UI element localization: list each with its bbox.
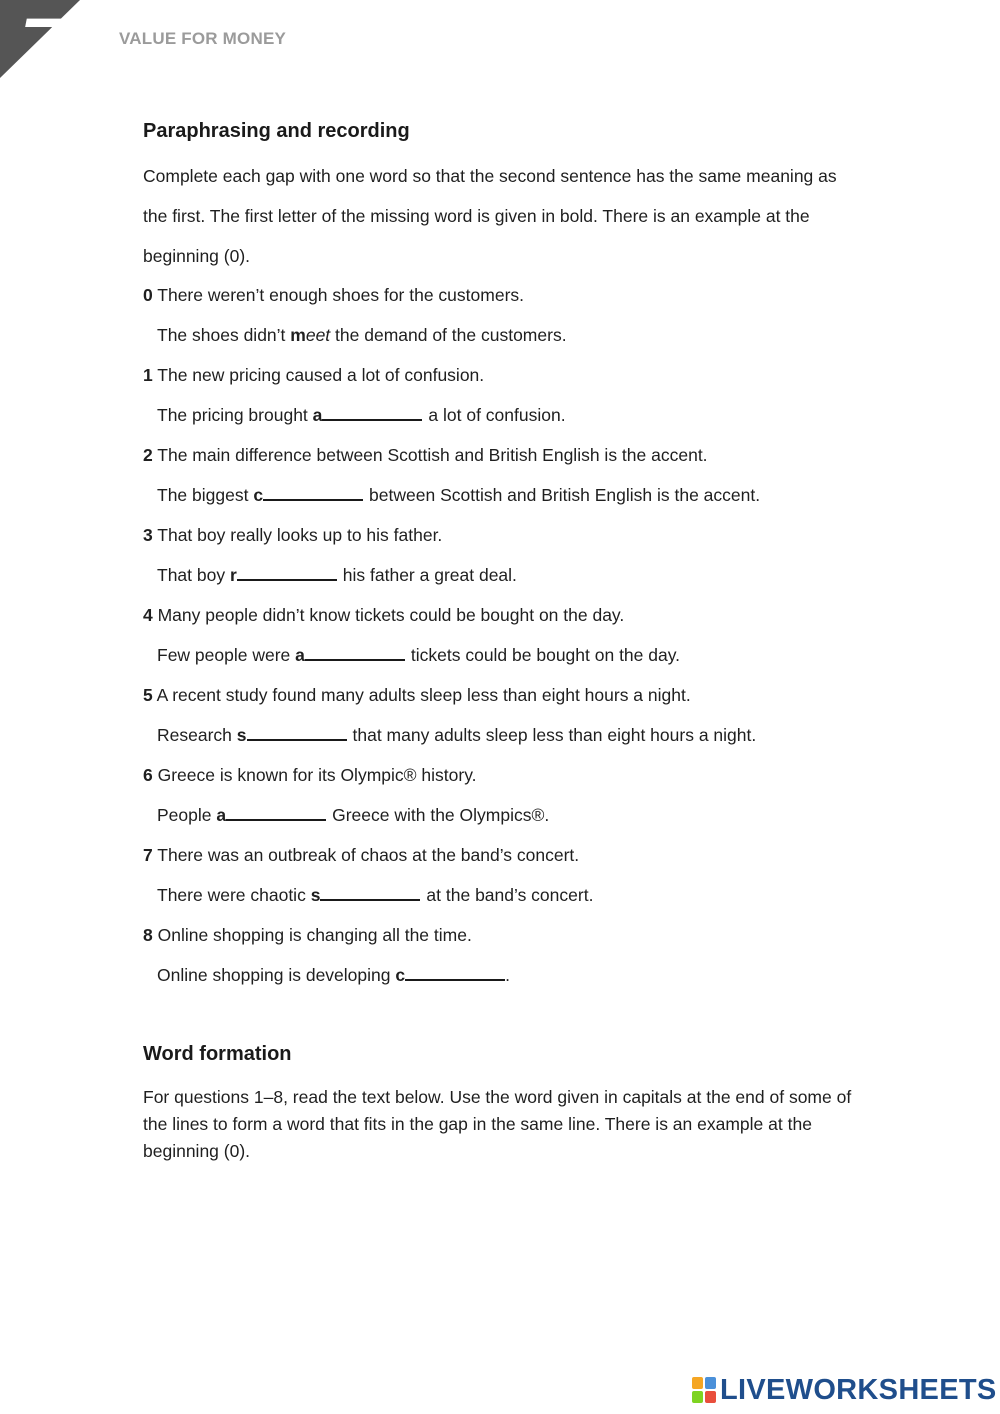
brand-icon [692, 1377, 716, 1403]
item-original [143, 765, 477, 786]
item-original [143, 925, 472, 946]
item-number: 5 [143, 685, 153, 705]
original-sentence: There was an outbreak of chaos at the band’s concert. [152, 845, 580, 865]
item-original [143, 845, 579, 866]
gap-first-letter: c [395, 965, 406, 985]
gap-first-letter: s [236, 725, 247, 745]
gap-first-letter: a [216, 805, 227, 825]
example-first-letter: m [290, 325, 306, 345]
example-answer: eet [305, 325, 331, 345]
item-rewrite: That boy r his father a great deal. [157, 565, 517, 585]
original-sentence: The new pricing caused a lot of confusion. [152, 365, 485, 385]
item-number: 0 [143, 285, 153, 305]
item-rewrite: The biggest c between Scottish and British English is the accent. [157, 485, 761, 505]
section-instructions: For questions 1–8, read the text below. Use the word given in capitals at the end of some of the lines to form a word that fits in the gap in the same line. There is an example at the beginning (0). [143, 1087, 852, 1161]
item-number: 4 [143, 605, 153, 625]
answer-gap[interactable] [226, 805, 326, 821]
unit-number: 7 [20, 3, 62, 78]
item-number: 3 [143, 525, 153, 545]
original-sentence: Greece is known for its Olympic® history. [152, 765, 477, 785]
gap-first-letter: a [312, 405, 323, 425]
item-original [143, 525, 442, 546]
item-original [143, 365, 484, 386]
item-rewrite: Few people were a tickets could be bought on the day. [157, 645, 681, 665]
original-sentence: Online shopping is changing all the time. [152, 925, 472, 945]
gap-first-letter: r [229, 565, 237, 585]
example-rewrite: The shoes didn’t meet the demand of the customers. [157, 325, 567, 345]
item-number: 2 [143, 445, 153, 465]
answer-gap[interactable] [263, 485, 363, 501]
example-original [143, 285, 524, 306]
liveworksheets-logo [692, 1373, 997, 1407]
unit-title: VALUE FOR MONEY [119, 29, 287, 48]
answer-gap[interactable] [320, 885, 420, 901]
item-rewrite: The pricing brought a a lot of confusion. [157, 405, 566, 425]
item-original [143, 685, 691, 706]
original-sentence: A recent study found many adults sleep less than eight hours a night. [152, 685, 691, 705]
gap-first-letter: c [253, 485, 264, 505]
gap-first-letter: s [310, 885, 321, 905]
answer-gap[interactable] [305, 645, 405, 661]
original-sentence: That boy really looks up to his father. [152, 525, 443, 545]
item-rewrite: People a Greece with the Olympics®. [157, 805, 550, 825]
item-number: 7 [143, 845, 153, 865]
item-number: 1 [143, 365, 153, 385]
original-sentence: Many people didn’t know tickets could be bought on the day. [152, 605, 625, 625]
unit-number-badge [0, 0, 80, 78]
answer-gap[interactable] [405, 965, 505, 981]
section-instructions: Complete each gap with one word so that the second sentence has the same meaning as the first. The first letter of the missing word is given in bold. There is an example at the beginning (0). [143, 166, 837, 266]
item-rewrite: Research s that many adults sleep less than eight hours a night. [157, 725, 757, 745]
original-sentence: The main difference between Scottish and British English is the accent. [152, 445, 708, 465]
item-rewrite: There were chaotic s at the band’s concert. [157, 885, 594, 905]
original-sentence: There weren’t enough shoes for the customers. [152, 285, 525, 305]
item-original [143, 605, 624, 626]
section-title-word-formation: Word formation [143, 1043, 292, 1065]
answer-gap[interactable] [237, 565, 337, 581]
item-rewrite: Online shopping is developing c . [157, 965, 510, 985]
brand-name: LIVEWORKSHEETS [720, 1373, 997, 1406]
gap-first-letter: a [295, 645, 305, 665]
answer-gap[interactable] [322, 405, 422, 421]
item-number: 6 [143, 765, 153, 785]
item-original [143, 445, 708, 466]
item-number: 8 [143, 925, 153, 945]
answer-gap[interactable] [247, 725, 347, 741]
section-title-paraphrasing: Paraphrasing and recording [143, 120, 410, 142]
